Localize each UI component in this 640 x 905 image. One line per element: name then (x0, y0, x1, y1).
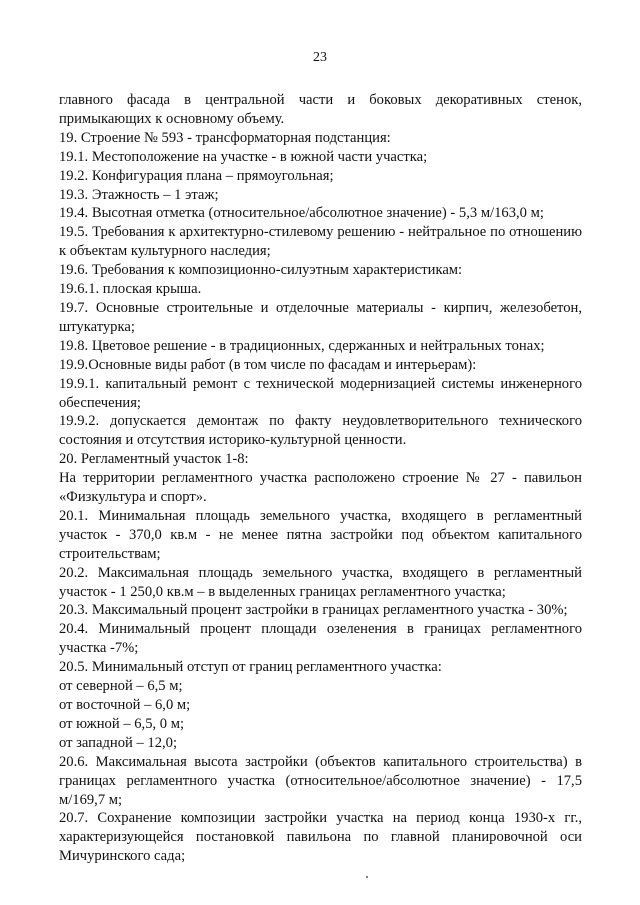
paragraph: 19.3. Этажность – 1 этаж; (59, 186, 219, 203)
paragraph: 20.1. Минимальная площадь земельного участка, входящего в регламентный участок - 370,0 кв.м - не менее пятна застройки под объектом капитального строительствам; (59, 507, 582, 562)
document-body (59, 91, 582, 866)
paragraph: На территории регламентного участка расположено строение № 27 - павильон «Физкультура и спорт». (59, 470, 582, 506)
paragraph: 20.3. Максимальный процент застройки в границах регламентного участка - 30%; (59, 602, 568, 619)
paragraph: 20.7. Сохранение композиции застройки участка на период конца 1930-х гг., характеризующейся постановкой павильона по главной планировочной оси Мичуринского сада; (59, 810, 582, 865)
paragraph: 19. Строение № 593 - трансформаторная подстанция: (59, 129, 391, 146)
paragraph: 19.1. Местоположение на участке - в южной части участка; (59, 148, 428, 165)
paragraph: от южной – 6,5, 0 м; (59, 715, 185, 732)
paragraph: 19.4. Высотная отметка (относительное/абсолютное значение) - 5,3 м/163,0 м; (59, 205, 544, 222)
paragraph: 20. Регламентный участок 1-8: (59, 451, 249, 468)
paragraph: 19.5. Требования к архитектурно-стилевому решению - нейтральное по отношению к объектам культурного наследия; (59, 224, 582, 260)
scan-speck (366, 876, 368, 878)
paragraph: от северной – 6,5 м; (59, 678, 183, 695)
paragraph: 19.8. Цветовое решение - в традиционных, сдержанных и нейтральных тонах; (59, 337, 545, 354)
paragraph: 20.6. Максимальная высота застройки (объектов капитального строительства) в границах регламентного участка (относительное/абсолютное значение) - 17,5 м/169,7 м; (59, 753, 582, 808)
paragraph: 19.7. Основные строительные и отделочные материалы - кирпич, железобетон, штукатурка; (59, 299, 582, 335)
paragraph: 19.9.Основные виды работ (в том числе по фасадам и интерьерам): (59, 356, 477, 373)
paragraph: 20.5. Минимальный отступ от границ регламентного участка: (59, 659, 442, 676)
paragraph: 19.9.2. допускается демонтаж по факту неудовлетворительного технического состояния и отсутствия историко-культурной ценности. (59, 413, 582, 449)
paragraph: 20.4. Минимальный процент площади озеленения в границах регламентного участка -7%; (59, 621, 582, 657)
paragraph: 20.2. Максимальная площадь земельного участка, входящего в регламентный участок - 1 250,0 кв.м – в выделенных границах регламентного участка; (59, 564, 582, 600)
paragraph: от восточной – 6,0 м; (59, 697, 191, 713)
page-number: 23 (313, 50, 327, 65)
paragraph: 19.6. Требования к композиционно-силуэтным характеристикам: (59, 262, 463, 279)
paragraph: 19.2. Конфигурация плана – прямоугольная; (59, 167, 334, 184)
paragraph: 19.9.1. капитальный ремонт с технической модернизацией системы инженерного обеспечения; (59, 375, 582, 411)
paragraph: от западной – 12,0; (59, 734, 177, 751)
paragraph: главного фасада в центральной части и боковых декоративных стенок, примыкающих к основному объему. (59, 92, 582, 127)
paragraph: 19.6.1. плоская крыша. (59, 281, 202, 298)
